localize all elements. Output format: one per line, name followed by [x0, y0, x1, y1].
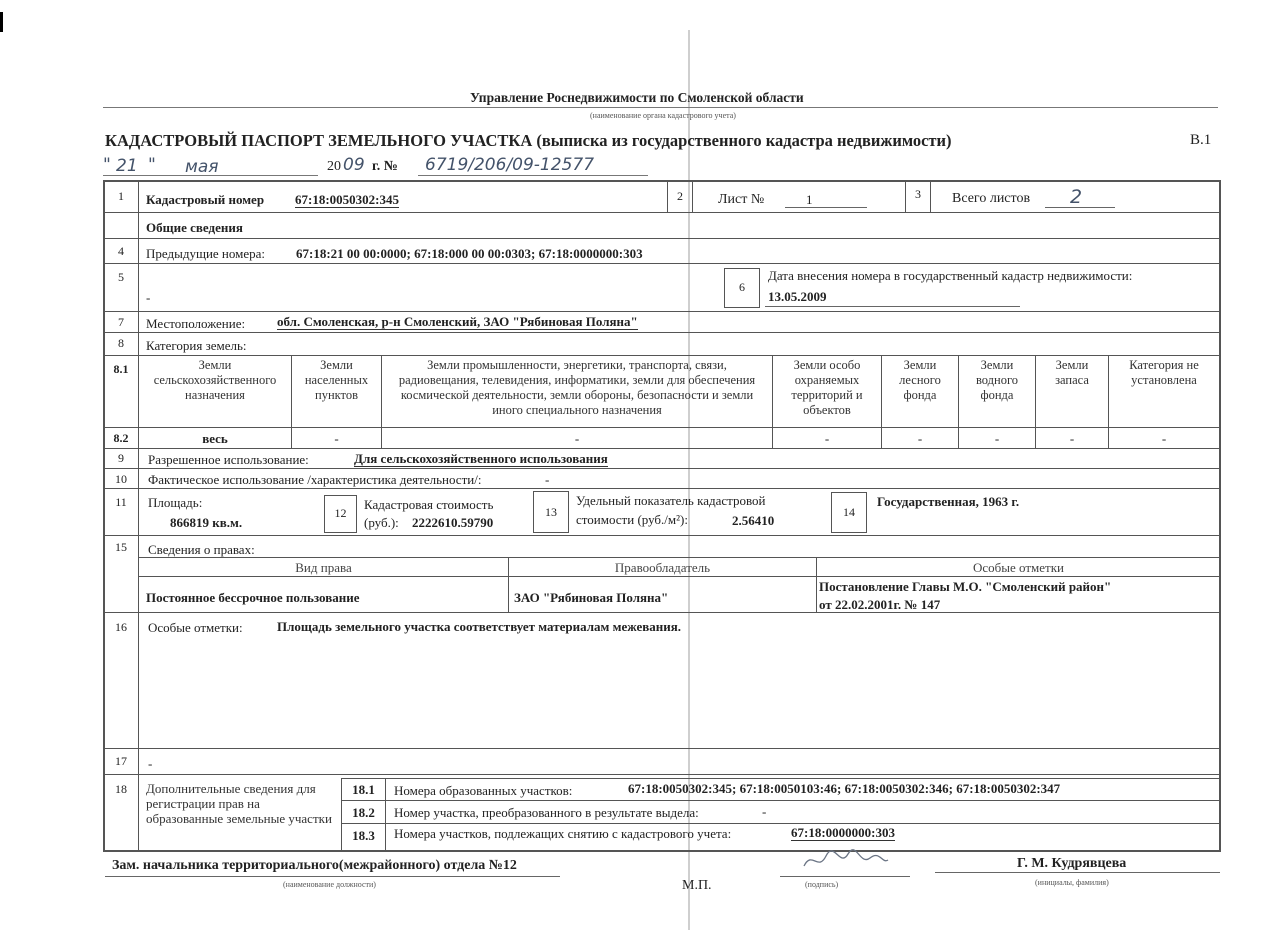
signature-underline	[780, 876, 910, 877]
row-divider	[104, 355, 1220, 356]
row-divider	[104, 468, 1220, 469]
right-holder-value: ЗАО "Рябиновая Поляна"	[514, 590, 669, 605]
area-label: Площадь:	[148, 495, 203, 510]
rights-header-bottom	[139, 576, 1220, 577]
rights-label: Сведения о правах:	[148, 542, 255, 557]
subrow-divider	[341, 823, 1220, 824]
row-number: 10	[115, 472, 127, 486]
name-caption: (инициалы, фамилия)	[1035, 878, 1109, 887]
category-value-forest: -	[917, 431, 923, 446]
converted-plot-value: -	[762, 804, 767, 819]
subrow-number: 18.1	[352, 782, 375, 797]
special-notes-label: Особые отметки:	[148, 620, 243, 635]
sheet-label: Лист №	[718, 192, 765, 207]
row-divider	[104, 238, 1220, 239]
row-number: 9	[118, 451, 124, 465]
category-not-set: Категория не установлена	[1129, 358, 1199, 387]
document-title: КАДАСТРОВЫЙ ПАСПОРТ ЗЕМЕЛЬНОГО УЧАСТКА (выписка из государственного кадастра недвижимости)	[105, 131, 952, 150]
subrow-divider	[341, 800, 1220, 801]
row-number: 2	[677, 189, 683, 203]
registration-date-label: Дата внесения номера в государственный кадастр недвижимости:	[768, 268, 1133, 283]
date-underline	[765, 306, 1020, 307]
row-divider	[104, 311, 1220, 312]
stamp-label: М.П.	[682, 878, 712, 893]
previous-numbers-label: Предыдущие номера:	[146, 246, 266, 261]
row-number: 3	[915, 187, 921, 201]
row-divider	[104, 427, 1220, 428]
row-number: 11	[115, 495, 127, 509]
row-divider	[104, 612, 1220, 613]
special-notes-value: Площадь земельного участка соответствует материалам межевания.	[277, 619, 682, 634]
row-number: 17	[115, 754, 127, 768]
subrow-divider	[385, 778, 386, 850]
general-info-heading: Общие сведения	[146, 220, 243, 235]
sheet-value: 1	[806, 192, 813, 207]
total-sheets-label: Всего листов	[952, 191, 1031, 206]
rights-header-type: Вид права	[295, 560, 352, 575]
category-value-settlements: -	[334, 431, 339, 446]
row-number: 13	[545, 505, 557, 519]
previous-numbers-value: 67:18:21 00 00:0000; 67:18:000 00 00:0303; 67:18:0000000:303	[296, 246, 643, 261]
registration-date-value: 13.05.2009	[768, 289, 827, 304]
authority-name: Управление Роснедвижимости по Смоленской области	[470, 90, 804, 105]
date-open-quote: "	[103, 155, 111, 175]
total-underline	[1045, 207, 1115, 208]
rights-header-notes: Особые отметки	[973, 560, 1064, 575]
row-divider	[104, 774, 1220, 775]
category-industry: Земли промышленности, энергетики, транспорта, связи, радиовещания, телевидения, информатики, земли для обеспечения космической деятельности, земли обороны, безопасности и земли иного специального назначения	[398, 358, 756, 417]
row-divider	[104, 748, 1220, 749]
row-divider	[104, 332, 1220, 333]
row-number: 15	[115, 540, 127, 554]
formed-plots-label: Номера образованных участков:	[394, 783, 573, 798]
cadastral-number: 67:18:0050302:345	[295, 192, 399, 207]
location-label: Местоположение:	[146, 316, 246, 331]
row-number: 6	[739, 280, 745, 294]
row-number: 18	[115, 782, 127, 796]
row-number: 8.2	[113, 431, 129, 445]
row17-value: -	[148, 756, 153, 771]
row-number: 16	[115, 620, 127, 634]
row-divider	[104, 448, 1220, 449]
category-value-protected: -	[824, 431, 830, 446]
rights-header-top	[139, 557, 1220, 558]
land-category-label: Категория земель:	[146, 338, 247, 353]
authority-underline	[103, 107, 1218, 108]
row-number: 12	[334, 506, 347, 520]
additional-info-label: Дополнительные сведения для регистрации прав на образованные земельные участки	[146, 781, 332, 826]
cadastral-label: Кадастровый номер	[146, 192, 265, 207]
area-value: 866819 кв.м.	[170, 515, 243, 530]
cell-divider	[692, 181, 693, 212]
row-number: 5	[118, 270, 124, 284]
authority-caption: (наименование органа кадастрового учета)	[590, 111, 736, 120]
row-number: 4	[118, 244, 124, 258]
form-code: В.1	[1190, 132, 1212, 148]
rights-header-holder: Правообладатель	[614, 560, 711, 575]
row-number: 8	[118, 336, 124, 350]
subrow-number: 18.2	[352, 805, 375, 820]
category-settlements: Земли населенных пунктов	[304, 358, 369, 402]
specific-cost-label: Удельный показатель кадастровой	[576, 493, 766, 508]
sheet-underline	[785, 207, 867, 208]
document-number: 6719/206/09-12577	[425, 155, 595, 175]
ownership-form: Государственная, 1963 г.	[877, 494, 1020, 509]
row-number: 1	[118, 189, 124, 203]
subrow-number: 18.3	[352, 828, 375, 843]
year-suffix: 09	[343, 155, 365, 175]
position-caption: (наименование должности)	[283, 880, 376, 889]
specific-cost-value: 2.56410	[732, 513, 775, 528]
total-sheets-value: 2	[1070, 186, 1083, 208]
category-value-industry: -	[574, 431, 580, 446]
category-value-water: -	[994, 431, 1000, 446]
row5-value: -	[146, 290, 151, 305]
scan-mark	[0, 12, 3, 32]
category-agricultural: Земли сельскохозяйственного назначения	[153, 358, 277, 402]
permitted-use-value: Для сельскохозяйственного использования	[354, 451, 608, 466]
subrow-divider-top	[341, 778, 1220, 779]
category-value-agricultural: весь	[202, 431, 228, 446]
signatory-name: Г. М. Кудрявцева	[1017, 856, 1127, 871]
date-close-quote: "	[148, 155, 156, 175]
specific-cost-unit: стоимости (руб./м²):	[576, 512, 688, 527]
permitted-use-label: Разрешенное использование:	[148, 452, 309, 467]
cadastral-cost-unit: (руб.):	[364, 515, 399, 530]
row-divider	[104, 535, 1220, 536]
category-value-reserve: -	[1069, 431, 1075, 446]
number-underline	[418, 175, 648, 176]
category-reserve: Земли запаса	[1055, 358, 1089, 387]
year-label: г. №	[372, 159, 398, 174]
location-value: обл. Смоленская, р-н Смоленский, ЗАО "Рябиновая Поляна"	[277, 314, 638, 329]
date-day: 21	[116, 156, 138, 176]
converted-plot-label: Номер участка, преобразованного в результате выдела:	[394, 805, 699, 820]
category-protected: Земли особо охраняемых территорий и объектов	[791, 358, 863, 417]
row-number: 14	[843, 505, 855, 519]
formed-plots-value: 67:18:0050302:345; 67:18:0050103:46; 67:18:0050302:346; 67:18:0050302:347	[628, 781, 1061, 796]
row-divider	[104, 488, 1220, 489]
rights-note-line2: от 22.02.2001г. № 147	[819, 597, 941, 612]
signature-caption: (подпись)	[805, 880, 839, 889]
deregistered-plots-value: 67:18:0000000:303	[791, 825, 895, 840]
position-underline	[105, 876, 560, 877]
category-water: Земли водного фонда	[975, 358, 1019, 402]
num-column-divider	[138, 181, 139, 851]
rights-note-line1: Постановление Главы М.О. "Смоленский район"	[819, 579, 1112, 594]
deregistered-plots-label: Номера участков, подлежащих снятию с кадастрового учета:	[394, 826, 732, 841]
row-divider	[104, 212, 1220, 213]
name-underline	[935, 872, 1220, 873]
category-forest: Земли лесного фонда	[899, 358, 941, 402]
row-divider	[104, 263, 1220, 264]
date-underline	[103, 175, 318, 176]
signatory-position: Зам. начальника территориального(межрайонного) отдела №12	[112, 858, 517, 873]
actual-use-value: -	[545, 472, 550, 487]
actual-use-label: Фактическое использование /характеристика деятельности/:	[148, 472, 482, 487]
cell-divider	[930, 181, 931, 212]
row-number: 8.1	[113, 362, 129, 376]
date-month: мая	[185, 157, 219, 177]
cadastral-cost-value: 2222610.59790	[412, 515, 494, 530]
cadastral-cost-label: Кадастровая стоимость	[364, 497, 494, 512]
signature-mark	[800, 846, 890, 879]
year-prefix: 20	[327, 159, 341, 174]
right-type-value: Постоянное бессрочное пользование	[146, 590, 360, 605]
row-number: 7	[118, 315, 124, 329]
category-value-not-set: -	[1161, 431, 1167, 446]
